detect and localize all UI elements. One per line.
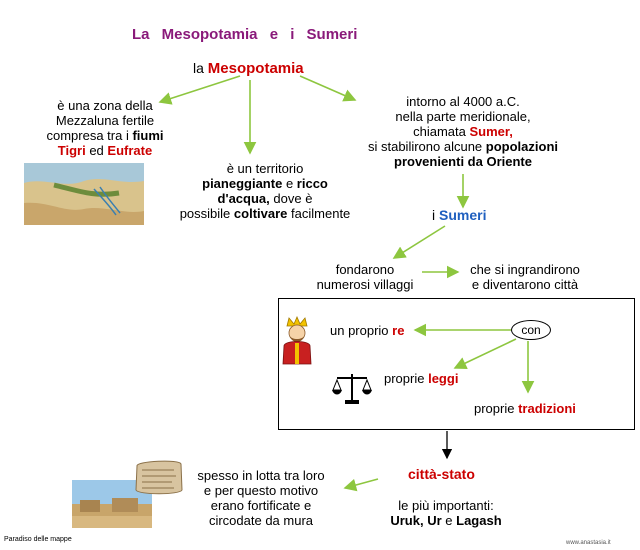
fiumi-label: fiumi: [132, 128, 164, 143]
intorno-line-2: nella parte meridionale,: [395, 109, 531, 124]
mesopotamia-label: Mesopotamia: [207, 60, 304, 77]
node-leggi: [384, 371, 458, 386]
zona-line-3: compresa tra i: [46, 128, 129, 143]
re-label: re: [392, 323, 405, 338]
tablet-icon: [134, 458, 184, 496]
node-intorno: [338, 94, 588, 169]
coltivare-label: coltivare: [233, 206, 288, 221]
fondarono-line-2: numerosi villaggi: [316, 277, 414, 292]
importanti-line: le più importanti:: [398, 498, 494, 513]
lagash-label: Lagash: [456, 513, 502, 528]
node-re: [330, 323, 404, 338]
tigri-label: Tigri: [57, 143, 86, 158]
con-node: con: [511, 320, 551, 340]
zona-line-1: è una zona della: [57, 98, 153, 113]
king-icon: [278, 316, 316, 366]
trad-pre-label: proprie: [474, 401, 515, 416]
leggi-pre-label: proprie: [384, 371, 425, 386]
e-conj-label: e: [445, 513, 453, 528]
sumer-label: Sumer,: [469, 124, 513, 139]
tradizioni-label: tradizioni: [518, 401, 576, 416]
leggi-label: leggi: [428, 371, 459, 386]
map-icon: [24, 163, 144, 225]
node-tradizioni: [474, 401, 576, 416]
citta-frame: [278, 298, 635, 430]
node-mesopotamia: [193, 61, 304, 76]
node-territorio: [175, 161, 355, 221]
territorio-line-1: è un territorio: [226, 161, 304, 176]
intorno-line-3: chiamata: [413, 124, 466, 139]
i-label: i: [432, 207, 436, 223]
e-label: e: [285, 176, 294, 191]
footer-label: Paradiso delle mappe: [4, 536, 72, 543]
uruk-label: Uruk,: [390, 513, 424, 528]
lotta-line-1: spesso in lotta tra loro: [197, 468, 325, 483]
dove-label: dove è: [273, 191, 313, 206]
citta-stato-label: città-stato: [408, 466, 475, 482]
node-lotta: [186, 468, 336, 528]
ed-label: ed: [89, 143, 104, 158]
page-title: La Mesopotamia e i Sumeri: [132, 26, 358, 43]
acqua-label: d'acqua,: [217, 191, 270, 206]
scales-icon: [332, 370, 372, 406]
re-pre-label: un proprio: [330, 323, 389, 338]
pianeggiante-label: pianeggiante: [202, 176, 283, 191]
sumeri-label: Sumeri: [439, 207, 487, 223]
fondarono-line-1: fondarono: [335, 262, 395, 277]
zona-line-2: Mezzaluna fertile: [55, 113, 155, 128]
facilmente-label: facilmente: [291, 206, 351, 221]
lotta-line-4: circodate da mura: [208, 513, 314, 528]
ur-label: Ur: [427, 513, 442, 528]
ingrand-line-2: e diventarono città: [471, 277, 579, 292]
node-fondarono: [310, 262, 420, 292]
lotta-line-3: erano fortificate e: [210, 498, 312, 513]
popolazioni-label: popolazioni: [485, 139, 559, 154]
node-zona: [30, 98, 180, 158]
node-ingrandirono: [460, 262, 590, 292]
lotta-line-2: e per questo motivo: [203, 483, 319, 498]
intorno-line-4: si stabilirono alcune: [367, 139, 483, 154]
site-label: www.anastasia.it: [566, 540, 611, 546]
node-sumeri: [432, 208, 486, 223]
arrow-sumeri-fondarono: [394, 226, 445, 258]
eufrate-label: Eufrate: [107, 143, 153, 158]
possibile-label: possibile: [179, 206, 231, 221]
provenienti-label: provenienti da Oriente: [394, 154, 532, 169]
intorno-line-1: intorno al 4000 a.C.: [406, 94, 520, 109]
ricco-label: ricco: [296, 176, 328, 191]
node-importanti: [376, 498, 516, 528]
arrow-citta-lotta: [345, 479, 378, 488]
la-label: la: [193, 60, 204, 76]
ingrand-line-1: che si ingrandirono: [470, 262, 580, 277]
